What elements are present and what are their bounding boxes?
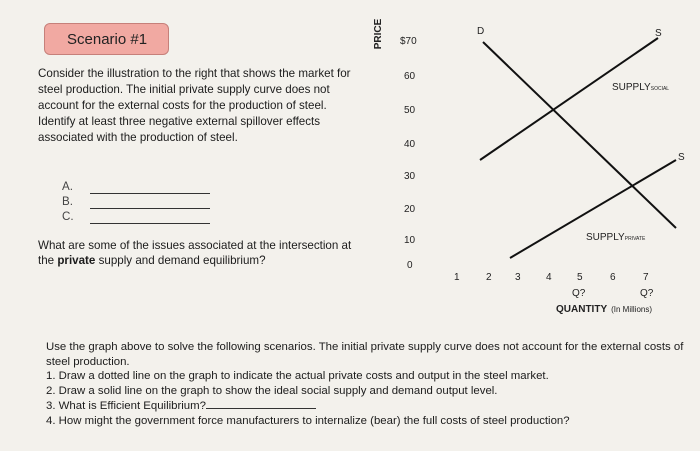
blank-row-c (62, 209, 210, 224)
demand-label: D (477, 26, 485, 37)
y-tick-50: 50 (404, 105, 416, 116)
supply-demand-graph (360, 0, 700, 330)
x-q-label-1: Q? (572, 288, 586, 299)
x-tick-2: 2 (486, 272, 492, 283)
y-tick-70: $70 (400, 36, 417, 47)
question-part-1: What are some of the issues associated at the intersection at the (38, 239, 352, 267)
private-supply-label-main: SUPPLY (586, 232, 625, 243)
x-tick-1: 1 (454, 272, 460, 283)
x-axis-unit: (In Millions) (611, 305, 653, 314)
x-tick-4: 4 (546, 272, 552, 283)
answer-blanks (62, 179, 210, 224)
intro-text: Consider the illustration to the right that shows the market for steel production. The initial private supply curve does not account for the external costs for the production of steel. Identify at least three negative external spillover effects associated with the production of steel. (38, 67, 351, 144)
x-axis-label-main: QUANTITY (556, 304, 608, 315)
intro-paragraph (38, 66, 358, 146)
scenario-title: Scenario #1 (67, 31, 148, 48)
y-tick-30: 30 (404, 171, 416, 182)
y-axis-label: PRICE (373, 18, 384, 50)
instruction-3 (46, 398, 686, 414)
private-supply-end: S (678, 152, 685, 163)
blank-row-a (62, 179, 210, 194)
social-supply-curve (480, 38, 658, 160)
social-supply-label-main: SUPPLY (612, 82, 651, 93)
social-supply-sub: SOCIAL (650, 86, 670, 92)
private-supply-sub: PRIVATE (624, 236, 646, 242)
blank-line-c (90, 212, 210, 224)
question-text (38, 238, 358, 268)
private-supply-curve (510, 160, 676, 258)
x-q-label-2: Q? (640, 288, 654, 299)
y-tick-10: 10 (404, 235, 416, 246)
scenario-title-box (44, 23, 169, 55)
instruction-4: 4. How might the government force manufacturers to internalize (bear) the full costs of steel production? (46, 414, 570, 427)
y-tick-0: 0 (407, 260, 413, 271)
blank-label-c: C. (62, 210, 74, 223)
x-tick-7: 7 (643, 272, 649, 283)
blank-label-a: A. (62, 180, 73, 193)
private-supply-label (586, 232, 646, 243)
y-tick-40: 40 (404, 139, 416, 150)
instruction-3-text: 3. What is Efficient Equilibrium? (46, 400, 206, 413)
x-tick-3: 3 (515, 272, 521, 283)
question-bold: private (57, 254, 96, 267)
instruction-1: 1. Draw a dotted line on the graph to indicate the actual private costs and output in the steel market. (46, 370, 549, 383)
scenario-instructions (46, 340, 686, 429)
y-tick-60: 60 (404, 71, 416, 82)
equilibrium-question (38, 238, 358, 268)
blank-line-b (90, 197, 210, 209)
social-supply-end: S (655, 28, 662, 39)
instruction-2: 2. Draw a solid line on the graph to show the ideal social supply and demand output level. (46, 384, 498, 397)
x-tick-5: 5 (577, 272, 583, 283)
blank-row-b (62, 194, 210, 209)
social-supply-label (612, 82, 669, 93)
y-tick-20: 20 (404, 204, 416, 215)
efficient-equilibrium-blank (206, 398, 316, 409)
instructions-list (46, 369, 686, 428)
x-axis-label (556, 304, 652, 315)
blank-label-b: B. (62, 195, 73, 208)
question-part-2: supply and demand equilibrium? (95, 254, 266, 267)
instructions-intro: Use the graph above to solve the following scenarios. The initial private supply curve does not account for the external costs of steel production. (46, 341, 684, 368)
demand-curve (483, 42, 676, 228)
x-tick-6: 6 (610, 272, 616, 283)
blank-line-a (90, 182, 210, 194)
